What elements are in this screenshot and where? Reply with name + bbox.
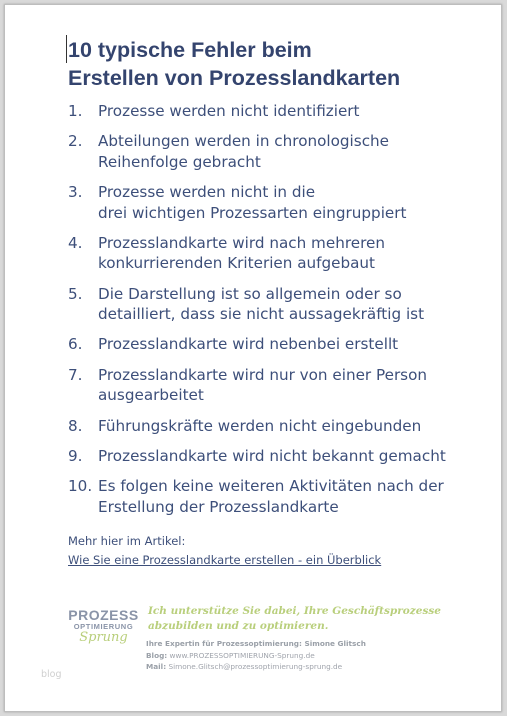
document-page: [4, 4, 502, 712]
article-link[interactable]: Wie Sie eine Prozesslandkarte erstellen - ein Überblick: [68, 553, 382, 567]
title-line: 10 typische Fehler beim: [68, 38, 312, 62]
mail-label: Mail:: [146, 662, 167, 671]
list-item-number: 10.: [68, 477, 93, 496]
list-item: [68, 365, 488, 406]
list-item-text: Führungskräfte werden nicht eingebunden: [98, 416, 422, 435]
list-item: [68, 284, 488, 325]
company-logo: [66, 608, 141, 646]
list-item-text: Die Darstellung ist so allgemein oder so: [98, 284, 402, 303]
list-item-text: Prozesse werden nicht in die: [98, 183, 316, 202]
list-item-number: 1.: [68, 102, 83, 120]
logo-line: PROZESS: [68, 607, 139, 623]
list-item: [68, 233, 488, 274]
list-item-number: 9.: [68, 446, 83, 465]
list-item: [68, 446, 488, 467]
list-item-number: 4.: [68, 233, 83, 252]
list-item-text: Erstellung der Prozesslandkarte: [98, 497, 339, 516]
list-item-text: Prozesslandkarte wird nach mehreren: [98, 233, 385, 252]
list-item: [68, 476, 488, 517]
list-item-number: 2.: [68, 132, 83, 151]
list-item-text: ausgearbeitet: [98, 386, 204, 405]
list-item-number: 8.: [68, 416, 83, 435]
mail-address[interactable]: Simone.Glitsch@prozessoptimierung-sprung.de: [168, 662, 343, 671]
text-cursor: [66, 35, 67, 63]
blog-label: Blog:: [146, 650, 168, 660]
list-item-number: 5.: [68, 284, 83, 303]
logo-line: OPTIMIERUNG: [73, 622, 134, 631]
slogan-line: abzubilden und zu optimieren.: [148, 620, 329, 632]
list-item-text: Prozesse werden nicht identifiziert: [98, 102, 360, 120]
list-item: [68, 131, 488, 172]
more-label: Mehr hier im Artikel:: [68, 534, 186, 548]
list-item-number: 7.: [68, 365, 83, 384]
blog-url[interactable]: www.PROZESSOPTIMIERUNG-Sprung.de: [169, 650, 315, 660]
list-item: [68, 334, 488, 355]
list-item-text: Prozesslandkarte wird nur von einer Person: [98, 365, 428, 384]
list-item-text: drei wichtigen Prozessarten eingruppiert: [98, 203, 407, 222]
list-item-text: Es folgen keine weiteren Aktivitäten nach der: [98, 477, 444, 496]
error-list: [68, 101, 488, 527]
list-item: [68, 101, 488, 122]
slogan-line: Ich unterstütze Sie dabei, Ihre Geschäftsprozesse: [148, 605, 441, 617]
list-item: [68, 416, 488, 437]
logo-line: Sprung: [79, 630, 128, 645]
list-item-number: 6.: [68, 335, 83, 354]
list-item-text: detailliert, dass sie nicht aussagekräftig ist: [98, 305, 425, 324]
slogan: [148, 604, 448, 634]
expert-text: Ihre Expertin für Prozessoptimierung: Simone Glitsch: [146, 639, 366, 648]
contact-block: [146, 638, 366, 673]
list-item-text: konkurrierenden Kriterien aufgebaut: [98, 254, 375, 273]
document-title: [68, 36, 488, 92]
list-item-text: Reihenfolge gebracht: [98, 152, 261, 171]
title-line: Erstellen von Prozesslandkarten: [68, 66, 401, 90]
list-item-text: Prozesslandkarte wird nicht bekannt gemacht: [98, 446, 446, 465]
watermark: blog: [41, 669, 62, 680]
list-item-number: 3.: [68, 183, 83, 202]
list-item-text: Prozesslandkarte wird nebenbei erstellt: [98, 335, 399, 354]
list-item: [68, 182, 488, 223]
list-item-text: Abteilungen werden in chronologische: [98, 132, 390, 151]
